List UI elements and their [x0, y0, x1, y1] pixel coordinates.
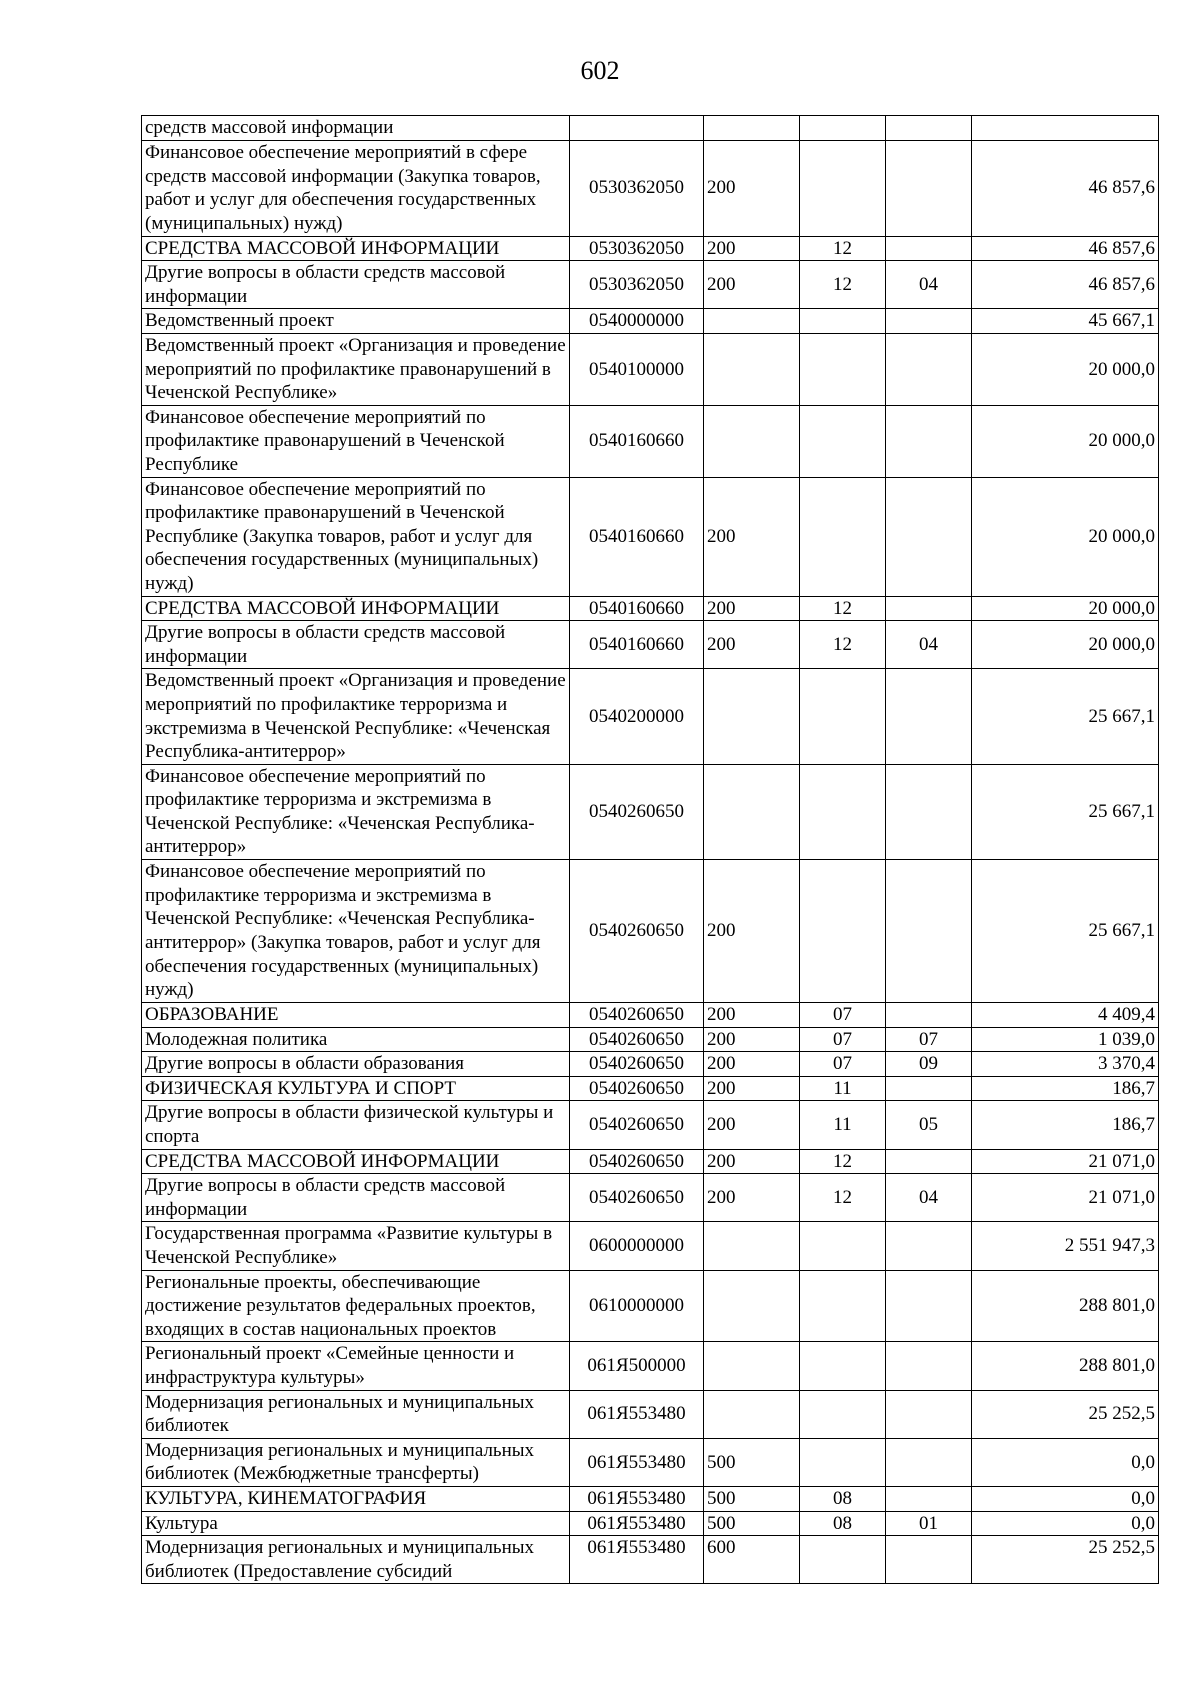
cell-name: Модернизация региональных и муниципальных библиотек [142, 1390, 570, 1438]
cell-rz: 08 [800, 1511, 886, 1536]
table-row [142, 1270, 1159, 1342]
cell-pr: 07 [886, 1027, 972, 1052]
table-row [142, 405, 1159, 477]
cell-pr [886, 764, 972, 859]
table-row [142, 116, 1159, 141]
cell-sum: 25 667,1 [972, 669, 1159, 764]
cell-vr: 200 [704, 1027, 800, 1052]
table-row [142, 1101, 1159, 1149]
cell-vr: 200 [704, 1052, 800, 1077]
table-row [142, 140, 1159, 236]
cell-pr [886, 140, 972, 236]
cell-rz: 12 [800, 596, 886, 621]
table-row [142, 1174, 1159, 1222]
cell-pr [886, 669, 972, 764]
cell-vr: 500 [704, 1511, 800, 1536]
cell-sum: 288 801,0 [972, 1270, 1159, 1342]
table-row [142, 309, 1159, 334]
cell-csr: 0540160660 [570, 477, 704, 596]
page-number: 602 [580, 56, 620, 85]
cell-vr: 200 [704, 1149, 800, 1174]
cell-csr: 0530362050 [570, 236, 704, 261]
cell-csr: 0540260650 [570, 1076, 704, 1101]
table-row [142, 669, 1159, 764]
cell-csr [570, 116, 704, 141]
cell-pr [886, 1003, 972, 1028]
cell-rz [800, 669, 886, 764]
cell-vr: 200 [704, 621, 800, 669]
cell-vr [704, 764, 800, 859]
cell-rz: 08 [800, 1486, 886, 1511]
cell-sum: 186,7 [972, 1076, 1159, 1101]
cell-pr [886, 236, 972, 261]
cell-name: Финансовое обеспечение мероприятий по профилактике правонарушений в Чеченской Республике [142, 405, 570, 477]
cell-csr: 061Я553480 [570, 1486, 704, 1511]
cell-csr: 061Я553480 [570, 1438, 704, 1486]
cell-rz: 12 [800, 1149, 886, 1174]
table-row [142, 1438, 1159, 1486]
cell-sum: 20 000,0 [972, 477, 1159, 596]
table-row [142, 1027, 1159, 1052]
table-row [142, 261, 1159, 309]
cell-rz [800, 477, 886, 596]
cell-vr: 600 [704, 1536, 800, 1584]
cell-sum: 0,0 [972, 1486, 1159, 1511]
cell-name: ФИЗИЧЕСКАЯ КУЛЬТУРА И СПОРТ [142, 1076, 570, 1101]
cell-csr: 0540260650 [570, 1149, 704, 1174]
cell-name: Другие вопросы в области средств массовой информации [142, 1174, 570, 1222]
cell-pr [886, 333, 972, 405]
cell-sum: 25 252,5 [972, 1536, 1159, 1584]
cell-vr: 200 [704, 236, 800, 261]
cell-vr [704, 405, 800, 477]
cell-name: Государственная программа «Развитие культуры в Чеченской Республике» [142, 1222, 570, 1270]
cell-name: средств массовой информации [142, 116, 570, 141]
cell-csr: 0540260650 [570, 1003, 704, 1028]
cell-pr [886, 1486, 972, 1511]
cell-sum: 4 409,4 [972, 1003, 1159, 1028]
cell-name: ОБРАЗОВАНИЕ [142, 1003, 570, 1028]
cell-rz [800, 1390, 886, 1438]
cell-sum: 25 667,1 [972, 764, 1159, 859]
cell-csr: 0540260650 [570, 764, 704, 859]
cell-pr: 09 [886, 1052, 972, 1077]
cell-sum: 45 667,1 [972, 309, 1159, 334]
cell-csr: 0600000000 [570, 1222, 704, 1270]
table-row [142, 1390, 1159, 1438]
table-row [142, 477, 1159, 596]
cell-rz [800, 1438, 886, 1486]
cell-name: Другие вопросы в области физической культуры и спорта [142, 1101, 570, 1149]
cell-name: Региональный проект «Семейные ценности и инфраструктура культуры» [142, 1342, 570, 1390]
cell-rz: 07 [800, 1027, 886, 1052]
cell-rz [800, 309, 886, 334]
cell-pr: 04 [886, 621, 972, 669]
cell-name: Модернизация региональных и муниципальных библиотек (Предоставление субсидий [142, 1536, 570, 1584]
cell-csr: 0540160660 [570, 405, 704, 477]
cell-sum [972, 116, 1159, 141]
cell-name: Финансовое обеспечение мероприятий по профилактике терроризма и экстремизма в Чеченской Республике: «Чеченская Республика-антитеррор» [142, 764, 570, 859]
table-row [142, 1149, 1159, 1174]
cell-csr: 0610000000 [570, 1270, 704, 1342]
cell-vr: 500 [704, 1486, 800, 1511]
cell-sum: 20 000,0 [972, 405, 1159, 477]
cell-sum: 46 857,6 [972, 236, 1159, 261]
budget-table-body [142, 116, 1159, 1584]
cell-csr: 061Я553480 [570, 1511, 704, 1536]
cell-pr [886, 116, 972, 141]
cell-csr: 0540160660 [570, 621, 704, 669]
table-row [142, 764, 1159, 859]
cell-rz [800, 333, 886, 405]
cell-pr [886, 1076, 972, 1101]
cell-sum: 21 071,0 [972, 1174, 1159, 1222]
cell-vr: 200 [704, 596, 800, 621]
cell-name: Ведомственный проект «Организация и проведение мероприятий по профилактике терроризма и экстремизма в Чеченской Республике: «Чеченская Республика-антитеррор» [142, 669, 570, 764]
cell-vr: 200 [704, 1174, 800, 1222]
cell-vr: 200 [704, 1101, 800, 1149]
cell-csr: 0540260650 [570, 860, 704, 1003]
cell-vr [704, 669, 800, 764]
cell-name: Региональные проекты, обеспечивающие достижение результатов федеральных проектов, входящих в состав национальных проектов [142, 1270, 570, 1342]
cell-csr: 0540200000 [570, 669, 704, 764]
cell-csr: 0540260650 [570, 1174, 704, 1222]
cell-name: Финансовое обеспечение мероприятий по профилактике правонарушений в Чеченской Республике (Закупка товаров, работ и услуг для обеспечения государственных (муниципальных) нужд) [142, 477, 570, 596]
cell-name: Ведомственный проект «Организация и проведение мероприятий по профилактике правонарушений в Чеченской Республике» [142, 333, 570, 405]
cell-rz: 12 [800, 236, 886, 261]
cell-csr: 0530362050 [570, 261, 704, 309]
table-row [142, 596, 1159, 621]
cell-name: СРЕДСТВА МАССОВОЙ ИНФОРМАЦИИ [142, 236, 570, 261]
cell-rz: 12 [800, 261, 886, 309]
cell-sum: 20 000,0 [972, 621, 1159, 669]
cell-sum: 288 801,0 [972, 1342, 1159, 1390]
cell-sum: 25 252,5 [972, 1390, 1159, 1438]
table-row [142, 1052, 1159, 1077]
cell-sum: 1 039,0 [972, 1027, 1159, 1052]
cell-name: Финансовое обеспечение мероприятий в сфере средств массовой информации (Закупка товаров, работ и услуг для обеспечения государственных (муниципальных) нужд) [142, 140, 570, 236]
cell-pr [886, 1536, 972, 1584]
cell-pr [886, 1438, 972, 1486]
cell-csr: 0530362050 [570, 140, 704, 236]
table-row [142, 621, 1159, 669]
cell-rz [800, 860, 886, 1003]
cell-name: Молодежная политика [142, 1027, 570, 1052]
cell-vr: 200 [704, 477, 800, 596]
cell-pr: 04 [886, 1174, 972, 1222]
cell-pr [886, 596, 972, 621]
cell-pr [886, 1342, 972, 1390]
cell-name: Культура [142, 1511, 570, 1536]
cell-vr [704, 309, 800, 334]
cell-csr: 061Я553480 [570, 1390, 704, 1438]
cell-rz: 11 [800, 1076, 886, 1101]
table-row [142, 236, 1159, 261]
cell-vr [704, 116, 800, 141]
cell-name: Другие вопросы в области средств массовой информации [142, 261, 570, 309]
cell-rz [800, 1270, 886, 1342]
cell-rz: 12 [800, 621, 886, 669]
cell-rz [800, 1222, 886, 1270]
table-row [142, 1222, 1159, 1270]
table-row [142, 1003, 1159, 1028]
budget-table [141, 115, 1159, 1584]
cell-rz [800, 764, 886, 859]
cell-name: Другие вопросы в области образования [142, 1052, 570, 1077]
cell-rz: 12 [800, 1174, 886, 1222]
cell-sum: 20 000,0 [972, 333, 1159, 405]
table-row [142, 333, 1159, 405]
cell-name: Финансовое обеспечение мероприятий по профилактике терроризма и экстремизма в Чеченской Республике: «Чеченская Республика-антитеррор» (Закупка товаров, работ и услуг для обеспечения государственных (муниципальных) нужд) [142, 860, 570, 1003]
cell-pr [886, 309, 972, 334]
cell-name: СРЕДСТВА МАССОВОЙ ИНФОРМАЦИИ [142, 596, 570, 621]
cell-sum: 2 551 947,3 [972, 1222, 1159, 1270]
cell-sum: 46 857,6 [972, 261, 1159, 309]
cell-rz: 07 [800, 1052, 886, 1077]
cell-vr: 200 [704, 261, 800, 309]
cell-csr: 0540160660 [570, 596, 704, 621]
cell-sum: 0,0 [972, 1511, 1159, 1536]
cell-pr [886, 1222, 972, 1270]
cell-sum: 25 667,1 [972, 860, 1159, 1003]
cell-vr: 200 [704, 140, 800, 236]
cell-name: Модернизация региональных и муниципальных библиотек (Межбюджетные трансферты) [142, 1438, 570, 1486]
cell-rz: 07 [800, 1003, 886, 1028]
cell-vr: 200 [704, 1003, 800, 1028]
cell-vr [704, 1390, 800, 1438]
cell-sum: 3 370,4 [972, 1052, 1159, 1077]
table-row [142, 1486, 1159, 1511]
cell-vr [704, 1222, 800, 1270]
cell-vr [704, 1270, 800, 1342]
cell-name: КУЛЬТУРА, КИНЕМАТОГРАФИЯ [142, 1486, 570, 1511]
cell-rz [800, 405, 886, 477]
cell-sum: 20 000,0 [972, 596, 1159, 621]
cell-sum: 46 857,6 [972, 140, 1159, 236]
cell-rz: 11 [800, 1101, 886, 1149]
cell-sum: 21 071,0 [972, 1149, 1159, 1174]
cell-pr [886, 860, 972, 1003]
cell-rz [800, 1536, 886, 1584]
cell-rz [800, 140, 886, 236]
cell-pr [886, 405, 972, 477]
cell-name: Другие вопросы в области средств массовой информации [142, 621, 570, 669]
table-row [142, 1076, 1159, 1101]
cell-csr: 061Я553480 [570, 1536, 704, 1584]
cell-rz [800, 1342, 886, 1390]
cell-csr: 0540260650 [570, 1027, 704, 1052]
cell-pr [886, 1390, 972, 1438]
cell-vr: 200 [704, 1076, 800, 1101]
cell-csr: 0540000000 [570, 309, 704, 334]
cell-pr [886, 1270, 972, 1342]
cell-csr: 061Я500000 [570, 1342, 704, 1390]
cell-rz [800, 116, 886, 141]
cell-pr [886, 1149, 972, 1174]
cell-vr: 500 [704, 1438, 800, 1486]
cell-vr [704, 333, 800, 405]
cell-pr: 01 [886, 1511, 972, 1536]
cell-vr [704, 1342, 800, 1390]
table-row [142, 1342, 1159, 1390]
table-row [142, 860, 1159, 1003]
cell-pr: 04 [886, 261, 972, 309]
cell-name: СРЕДСТВА МАССОВОЙ ИНФОРМАЦИИ [142, 1149, 570, 1174]
cell-sum: 0,0 [972, 1438, 1159, 1486]
cell-vr: 200 [704, 860, 800, 1003]
table-row [142, 1536, 1159, 1584]
cell-name: Ведомственный проект [142, 309, 570, 334]
cell-pr [886, 477, 972, 596]
cell-csr: 0540260650 [570, 1052, 704, 1077]
cell-sum: 186,7 [972, 1101, 1159, 1149]
cell-pr: 05 [886, 1101, 972, 1149]
table-row [142, 1511, 1159, 1536]
cell-csr: 0540100000 [570, 333, 704, 405]
cell-csr: 0540260650 [570, 1101, 704, 1149]
